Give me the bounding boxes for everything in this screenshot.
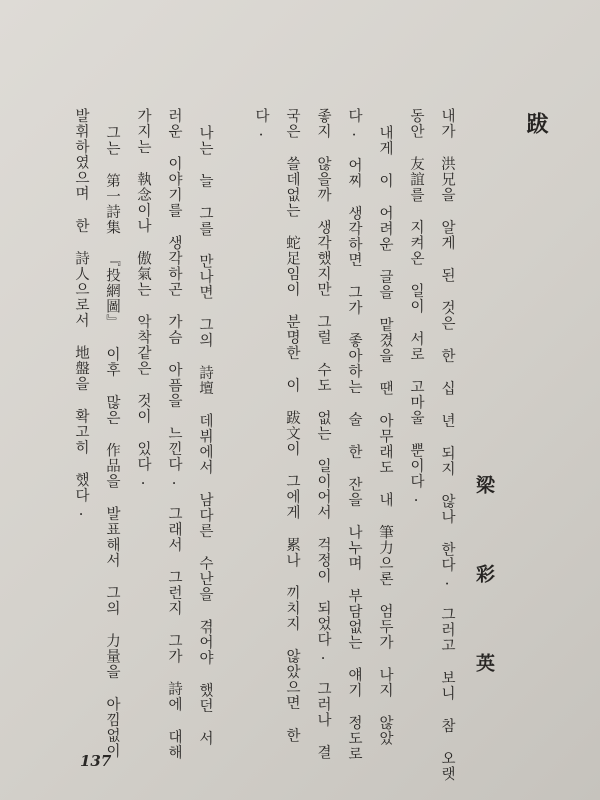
- text-column-12: 발휘하였으며 한 詩人으로서 地盤을 확고히 했다.: [73, 108, 89, 520]
- text-column-4: 다. 어찌 생각하면 그가 좋아하는 술 한 잔을 나누며 부담없는 얘기 정도로: [346, 108, 362, 762]
- text-column-1: 내가 洪兄을 알게 된 것은 한 십 년 되지 않나 한다. 그러고 보니 참 오랫: [439, 108, 455, 782]
- author-name: 梁 彩 英: [473, 475, 495, 696]
- text-column-3: 내게 이 어려운 글을 맡겼을 땐 아무래도 내 筆力으론 엄두가 나지 않았: [377, 125, 393, 746]
- text-column-10: 가지는 執念이나 傲氣는 악착같은 것이 있다.: [135, 108, 151, 489]
- text-column-7: 다.: [253, 108, 269, 141]
- page-title: 跋: [523, 112, 549, 134]
- text-column-2: 동안 友誼를 지켜온 일이 서로 고마울 뿐이다.: [408, 108, 424, 506]
- text-column-8: 나는 늘 그를 만나면 그의 詩壇 데뷔에서 남다른 수난을 겪어야 했던 서: [197, 125, 213, 746]
- text-column-11: 그는 第一詩集 『投網圖』 이후 많은 作品을 발표해서 그의 力量을 아낌없이: [104, 125, 120, 759]
- text-column-6: 국은 쓸데없는 蛇足임이 분명한 이 跋文이 그에게 累나 끼치지 않았으면 한: [284, 108, 300, 743]
- text-column-9: 러운 이야기를 생각하곤 가슴 아픔을 느낀다. 그래서 그런지 그가 詩에 대해: [166, 108, 182, 760]
- page-number: 137: [80, 752, 112, 770]
- text-column-5: 좋지 않을까 생각했지만 그럴 수도 없는 일이어서 걱정이 되었다. 그러나 결: [315, 108, 331, 760]
